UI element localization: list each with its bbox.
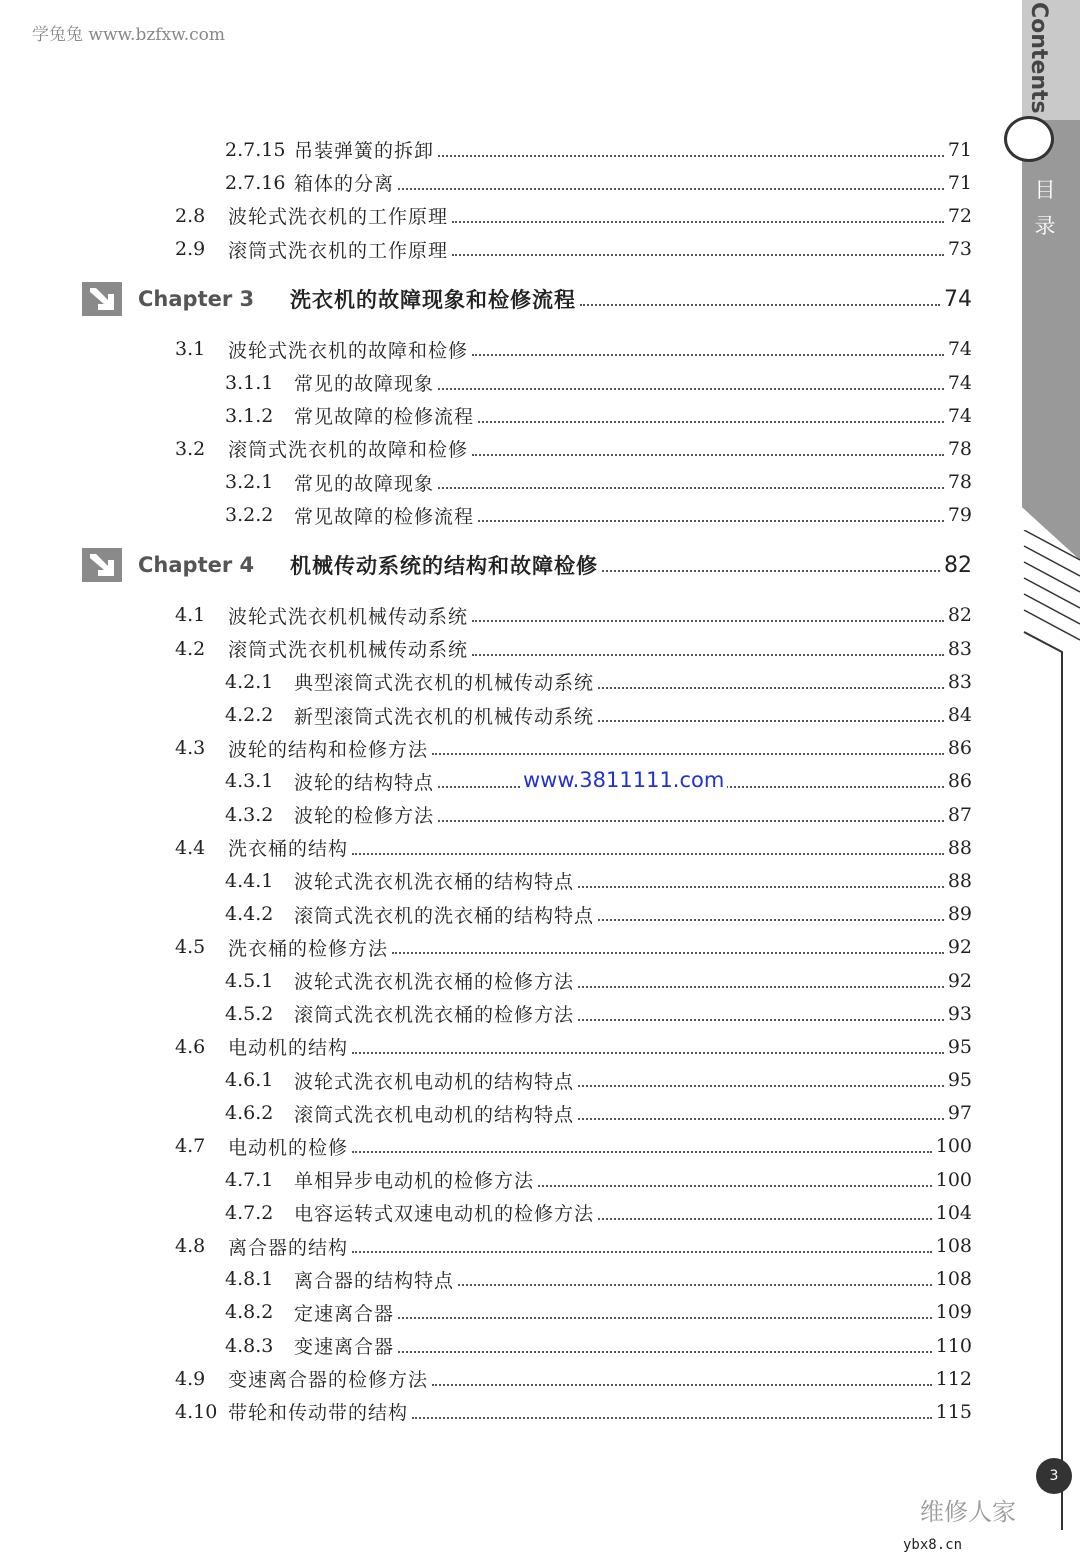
entry-number: 3.1.2 xyxy=(225,404,274,427)
circle-ornament xyxy=(1004,116,1054,162)
entry-title: 波轮的结构特点 xyxy=(294,771,435,794)
dot-leader xyxy=(580,304,940,306)
entry-title: 滚筒式洗衣机的故障和检修 xyxy=(228,439,469,462)
entry-title: 洗衣桶的检修方法 xyxy=(228,937,389,960)
entry-number: 4.7.2 xyxy=(225,1201,274,1224)
dot-leader xyxy=(472,620,944,622)
toc-entry xyxy=(0,1329,1000,1362)
entry-title: 变速离合器 xyxy=(294,1336,395,1359)
dot-leader xyxy=(478,421,944,423)
toc-entry xyxy=(0,1263,1000,1296)
entry-number: 4.8 xyxy=(175,1235,206,1258)
entry-title: 滚筒式洗衣机机械传动系统 xyxy=(228,639,469,662)
entry-number: Chapter 3 xyxy=(138,287,255,312)
entry-page: 104 xyxy=(935,1201,972,1224)
toc-entry xyxy=(0,432,1000,465)
entry-page: 79 xyxy=(947,504,972,527)
dot-leader xyxy=(598,687,944,689)
entry-title: 波轮式洗衣机机械传动系统 xyxy=(228,605,469,628)
entry-number: 4.5 xyxy=(175,936,206,959)
entry-page: 110 xyxy=(935,1334,972,1357)
entry-title: 常见故障的检修流程 xyxy=(294,505,475,528)
entry-title: 波轮的检修方法 xyxy=(294,805,435,828)
entry-page: 115 xyxy=(935,1400,972,1423)
entry-title: 波轮式洗衣机电动机的结构特点 xyxy=(294,1070,575,1093)
entry-page: 71 xyxy=(947,171,972,194)
dot-leader xyxy=(352,1251,932,1253)
entry-page: 72 xyxy=(947,204,972,227)
entry-page: 109 xyxy=(935,1301,972,1324)
toc-entry xyxy=(0,1130,1000,1163)
entry-title: 新型滚筒式洗衣机的机械传动系统 xyxy=(294,705,595,728)
toc-entry xyxy=(0,366,1000,399)
entry-title: 滚筒式洗衣机电动机的结构特点 xyxy=(294,1103,575,1126)
entry-title: 定速离合器 xyxy=(294,1302,395,1325)
entry-page: 100 xyxy=(935,1135,972,1158)
dot-leader xyxy=(472,654,944,656)
toc-entry xyxy=(0,233,1000,266)
toc-entry xyxy=(0,1229,1000,1262)
dot-leader xyxy=(472,354,944,356)
entry-page: 74 xyxy=(947,371,972,394)
watermark-bottom-url: ybx8.cn xyxy=(903,1537,963,1553)
entry-page: 82 xyxy=(944,552,972,578)
entry-page: 97 xyxy=(947,1102,972,1125)
toc-entry xyxy=(0,632,1000,665)
entry-title: 吊装弹簧的拆卸 xyxy=(294,140,435,163)
dot-leader xyxy=(578,1085,944,1087)
entry-page: 95 xyxy=(947,1069,972,1092)
entry-number: 4.6 xyxy=(175,1035,206,1058)
toc-entry xyxy=(0,1064,1000,1097)
dot-leader xyxy=(438,487,944,489)
entry-page: 108 xyxy=(935,1268,972,1291)
toc-entry xyxy=(0,665,1000,698)
chapter-entry xyxy=(0,266,1000,333)
dot-leader xyxy=(392,952,944,954)
entry-number: 3.1 xyxy=(175,338,206,361)
page-number-badge: 3 xyxy=(1036,1458,1072,1494)
toc-entry xyxy=(0,931,1000,964)
entry-title: 波轮式洗衣机的故障和检修 xyxy=(228,339,469,362)
entry-number: 3.2.2 xyxy=(225,504,274,527)
dot-leader xyxy=(398,1351,932,1353)
toc-entry xyxy=(0,898,1000,931)
toc-entry xyxy=(0,1163,1000,1196)
dot-leader xyxy=(452,254,944,256)
entry-title: 滚筒式洗衣机的洗衣桶的结构特点 xyxy=(294,904,595,927)
entry-page: 95 xyxy=(947,1035,972,1058)
entry-page: 100 xyxy=(935,1168,972,1191)
entry-number: 4.5.1 xyxy=(225,969,274,992)
entry-title: 常见故障的检修流程 xyxy=(294,406,475,429)
entry-page: 92 xyxy=(947,936,972,959)
entry-number: 4.10 xyxy=(175,1400,218,1423)
toc-entry xyxy=(0,831,1000,864)
entry-page: 84 xyxy=(947,704,972,727)
dot-leader xyxy=(352,1052,944,1054)
side-tab-cn-1: 目 xyxy=(1034,178,1056,202)
entry-number: 4.3 xyxy=(175,737,206,760)
url-watermark: www.3811111.com xyxy=(520,768,727,792)
dot-leader xyxy=(398,1317,932,1319)
entry-number: 4.6.2 xyxy=(225,1102,274,1125)
toc-entry xyxy=(0,732,1000,765)
entry-page: 89 xyxy=(947,903,972,926)
entry-page: 88 xyxy=(947,869,972,892)
entry-number: 4.5.2 xyxy=(225,1002,274,1025)
entry-number: 4.8.2 xyxy=(225,1301,274,1324)
toc-entry xyxy=(0,1362,1000,1395)
toc-entry xyxy=(0,997,1000,1030)
entry-title: 电动机的结构 xyxy=(228,1037,349,1060)
entry-title: 常见的故障现象 xyxy=(294,373,435,396)
entry-page: 86 xyxy=(947,770,972,793)
toc-entry xyxy=(0,864,1000,897)
toc-entry xyxy=(0,499,1000,532)
entry-title: 滚筒式洗衣机洗衣桶的检修方法 xyxy=(294,1004,575,1027)
dot-leader xyxy=(438,388,944,390)
dot-leader xyxy=(412,1417,932,1419)
entry-title: 洗衣桶的结构 xyxy=(228,838,349,861)
entry-title: 波轮式洗衣机洗衣桶的结构特点 xyxy=(294,871,575,894)
entry-number: 4.2.1 xyxy=(225,670,274,693)
toc-entry xyxy=(0,964,1000,997)
entry-number: 4.8.3 xyxy=(225,1334,274,1357)
entry-title: 变速离合器的检修方法 xyxy=(228,1369,429,1392)
watermark-top: 学兔兔 www.bzfxw.com xyxy=(32,25,225,45)
entry-page: 83 xyxy=(947,670,972,693)
entry-page: 87 xyxy=(947,803,972,826)
dot-leader xyxy=(472,454,944,456)
toc-entry xyxy=(0,1296,1000,1329)
entry-number: 4.7 xyxy=(175,1135,206,1158)
entry-number: 4.8.1 xyxy=(225,1268,274,1291)
toc-entry xyxy=(0,765,1000,798)
entry-title: 波轮式洗衣机的工作原理 xyxy=(228,206,449,229)
arrow-down-right-icon xyxy=(82,282,122,316)
chapter-entry xyxy=(0,532,1000,599)
entry-title: 带轮和传动带的结构 xyxy=(228,1402,409,1425)
arrow-down-right-icon xyxy=(82,548,122,582)
entry-number: 3.1.1 xyxy=(225,371,274,394)
dot-leader xyxy=(602,570,940,572)
dot-leader xyxy=(598,919,944,921)
entry-page: 93 xyxy=(947,1002,972,1025)
toc-entry xyxy=(0,333,1000,366)
dot-leader xyxy=(538,1185,932,1187)
dot-leader xyxy=(438,820,944,822)
toc-entry xyxy=(0,1395,1000,1428)
entry-number: 2.7.15 xyxy=(225,138,286,161)
entry-title: 单相异步电动机的检修方法 xyxy=(294,1170,535,1193)
entry-number: 4.7.1 xyxy=(225,1168,274,1191)
entry-page: 112 xyxy=(935,1367,972,1390)
dot-leader xyxy=(478,520,944,522)
entry-number: 4.4.1 xyxy=(225,869,274,892)
entry-page: 74 xyxy=(947,338,972,361)
entry-page: 74 xyxy=(944,286,972,312)
entry-title: 机械传动系统的结构和故障检修 xyxy=(290,554,598,579)
entry-number: Chapter 4 xyxy=(138,553,255,578)
entry-number: 4.3.1 xyxy=(225,770,274,793)
toc-entry xyxy=(0,698,1000,731)
toc-entry xyxy=(0,1030,1000,1063)
entry-page: 71 xyxy=(947,138,972,161)
entry-page: 82 xyxy=(947,604,972,627)
entry-page: 86 xyxy=(947,737,972,760)
entry-title: 常见的故障现象 xyxy=(294,472,435,495)
dot-leader xyxy=(598,720,944,722)
toc-entry xyxy=(0,166,1000,199)
dot-leader xyxy=(452,221,944,223)
toc-entry xyxy=(0,1196,1000,1229)
decorative-stripes xyxy=(1022,530,1080,1530)
dot-leader xyxy=(598,1218,932,1220)
entry-number: 4.2.2 xyxy=(225,704,274,727)
watermark-bottom-text: 维修人家 xyxy=(920,1498,1016,1526)
entry-number: 4.4.2 xyxy=(225,903,274,926)
entry-page: 83 xyxy=(947,637,972,660)
entry-number: 3.2.1 xyxy=(225,471,274,494)
entry-title: 箱体的分离 xyxy=(294,173,395,196)
side-tab-cn-2: 录 xyxy=(1034,214,1056,238)
dot-leader xyxy=(578,986,944,988)
entry-number: 4.1 xyxy=(175,604,206,627)
entry-title: 电动机的检修 xyxy=(228,1136,349,1159)
entry-page: 74 xyxy=(947,404,972,427)
entry-page: 78 xyxy=(947,437,972,460)
dot-leader xyxy=(352,1151,932,1153)
dot-leader xyxy=(438,155,944,157)
entry-number: 4.4 xyxy=(175,836,206,859)
toc-entry xyxy=(0,466,1000,499)
entry-number: 2.9 xyxy=(175,238,206,261)
entry-page: 108 xyxy=(935,1235,972,1258)
entry-number: 3.2 xyxy=(175,437,206,460)
entry-title: 离合器的结构 xyxy=(228,1236,349,1259)
entry-title: 离合器的结构特点 xyxy=(294,1269,455,1292)
entry-page: 78 xyxy=(947,471,972,494)
dot-leader xyxy=(578,1019,944,1021)
entry-page: 73 xyxy=(947,238,972,261)
dot-leader xyxy=(578,886,944,888)
entry-number: 2.8 xyxy=(175,204,206,227)
toc-entry xyxy=(0,399,1000,432)
dot-leader xyxy=(352,853,944,855)
toc-entry xyxy=(0,599,1000,632)
dot-leader xyxy=(458,1284,932,1286)
entry-number: 4.6.1 xyxy=(225,1069,274,1092)
dot-leader xyxy=(398,188,944,190)
dot-leader xyxy=(432,1384,932,1386)
entry-number: 4.2 xyxy=(175,637,206,660)
entry-title: 电容运转式双速电动机的检修方法 xyxy=(294,1203,595,1226)
entry-title: 滚筒式洗衣机的工作原理 xyxy=(228,239,449,262)
toc-entry xyxy=(0,798,1000,831)
dot-leader xyxy=(578,1118,944,1120)
entry-page: 88 xyxy=(947,836,972,859)
toc-entry xyxy=(0,1097,1000,1130)
table-of-contents xyxy=(0,133,1000,1429)
entry-title: 洗衣机的故障现象和检修流程 xyxy=(290,288,576,313)
entry-number: 4.3.2 xyxy=(225,803,274,826)
entry-number: 4.9 xyxy=(175,1367,206,1390)
entry-title: 典型滚筒式洗衣机的机械传动系统 xyxy=(294,672,595,695)
dot-leader xyxy=(432,753,944,755)
toc-entry xyxy=(0,133,1000,166)
toc-entry xyxy=(0,199,1000,232)
entry-title: 波轮的结构和检修方法 xyxy=(228,738,429,761)
entry-number: 2.7.16 xyxy=(225,171,286,194)
entry-title: 波轮式洗衣机洗衣桶的检修方法 xyxy=(294,971,575,994)
entry-page: 92 xyxy=(947,969,972,992)
side-tab-label: Contents xyxy=(1026,2,1051,114)
